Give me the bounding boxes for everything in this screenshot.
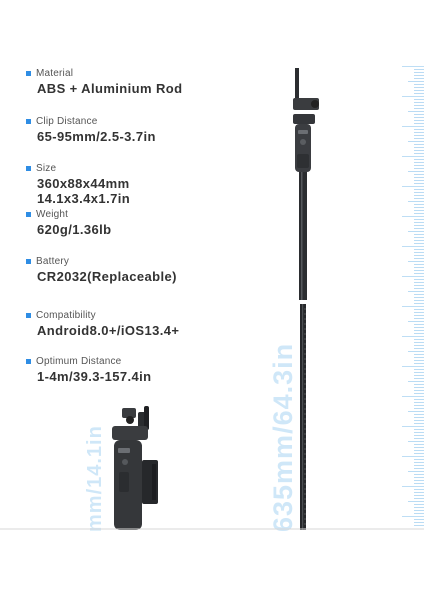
spec-weight (26, 209, 112, 237)
spec-battery (26, 256, 177, 284)
spec-label: Optimum Distance (36, 356, 122, 367)
bullet-icon (26, 166, 31, 171)
spec-value: 620g/1.36lb (37, 222, 112, 237)
bullet-icon (26, 119, 31, 124)
spec-clip-distance (26, 116, 156, 144)
spec-label: Size (36, 163, 57, 174)
spec-value-secondary: 14.1x3.4x1.7in (37, 191, 131, 206)
spec-size (26, 163, 130, 206)
folded-length-label: mm/14.1in (84, 425, 106, 532)
extended-selfie-stick (285, 68, 335, 530)
spec-label: Compatibility (36, 310, 96, 321)
spec-value: Android8.0+/iOS13.4+ (37, 323, 180, 338)
spec-label: Material (36, 68, 74, 79)
bullet-icon (26, 313, 31, 318)
baseline (0, 528, 424, 532)
spec-optimum-distance (26, 356, 151, 384)
bullet-icon (26, 259, 31, 264)
spec-label: Weight (36, 209, 69, 220)
spec-value: 1-4m/39.3-157.4in (37, 369, 152, 384)
spec-material (26, 68, 182, 96)
bullet-icon (26, 212, 31, 217)
spec-value: 360x88x44mm (37, 176, 130, 191)
measurement-ruler (402, 66, 424, 528)
spec-label: Clip Distance (36, 116, 98, 127)
bullet-icon (26, 359, 31, 364)
extended-length-label: 635mm/64.3in (268, 342, 298, 532)
bullet-icon (26, 71, 31, 76)
spec-value: CR2032(Replaceable) (37, 269, 177, 284)
spec-value: 65-95mm/2.5-3.7in (37, 129, 156, 144)
spec-label: Battery (36, 256, 70, 267)
spec-compatibility (26, 310, 179, 338)
spec-value: ABS + Aluminium Rod (37, 81, 183, 96)
folded-selfie-stick (104, 404, 164, 530)
